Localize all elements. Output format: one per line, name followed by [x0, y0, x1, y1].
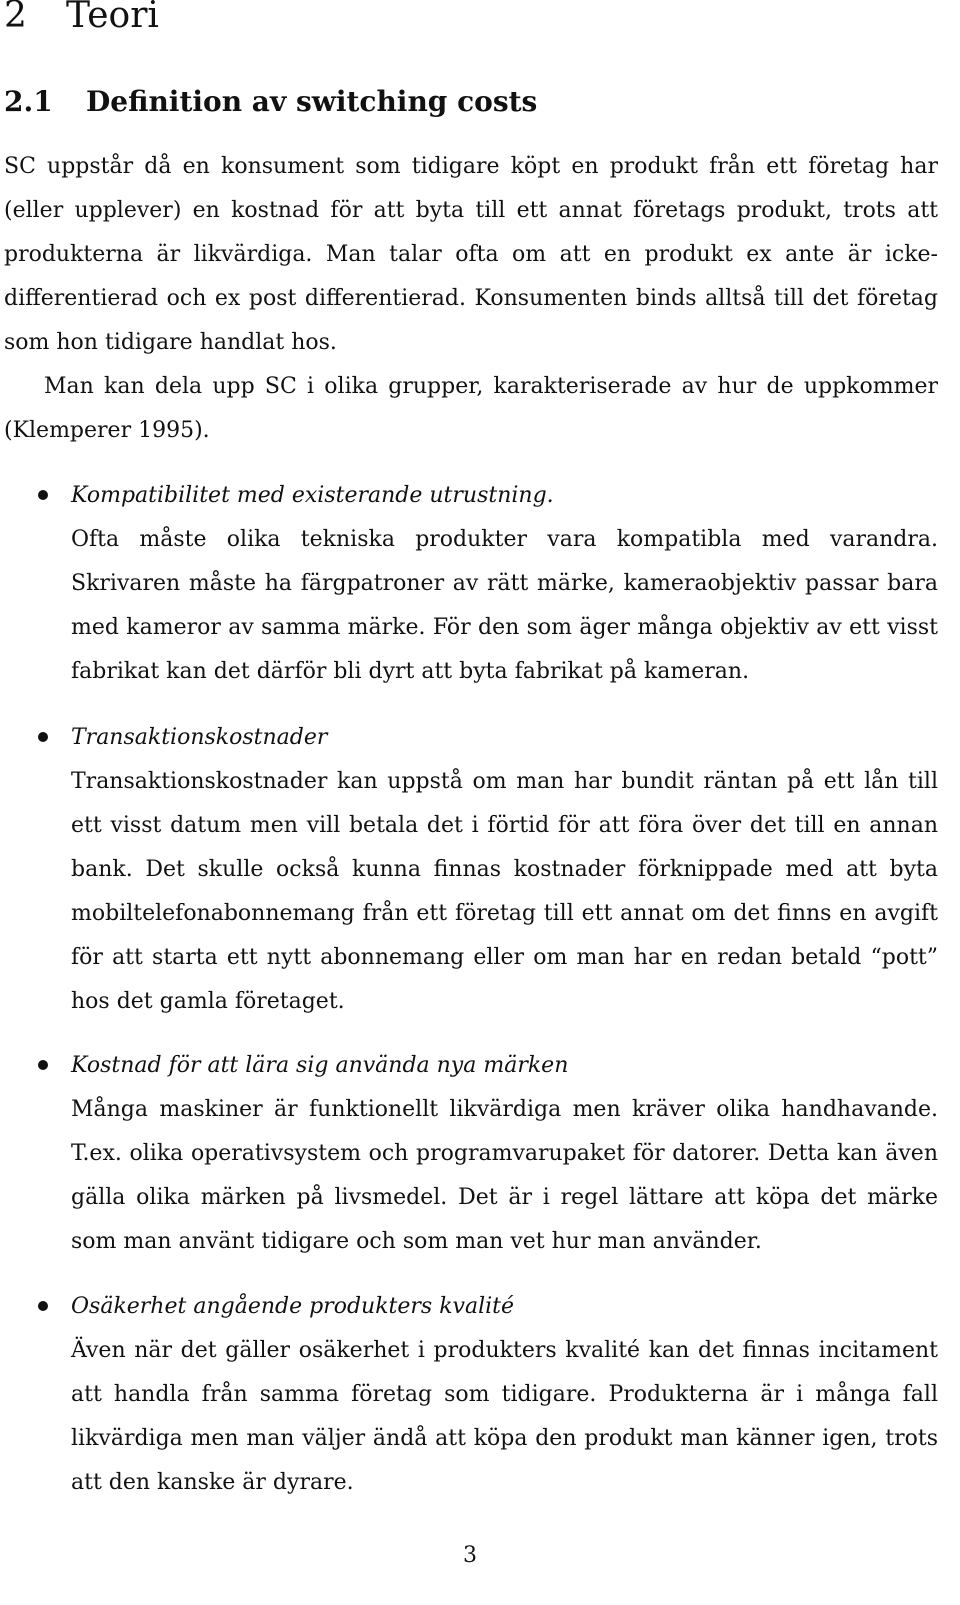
list-item-body: Även när det gäller osäkerhet i produkters kvalité kan det finnas incitament att handla från samma företag som tidigare. Produkterna är i många fall likvärdiga men man väljer ändå att köpa den produkt man känner igen, trots att den kanske är dyrare.	[71, 1338, 938, 1495]
bullet-icon	[38, 1301, 48, 1311]
list-item-body: Många maskiner är funktionellt likvärdiga men kräver olika handhavande. T.ex. olika operativsystem och programvarupaket för datorer. Detta kan även gälla olika märken på livsmedel. Det är i regel lättare att köpa det märke som man använt tidigare och som man vet hur man använder.	[71, 1097, 938, 1254]
list-item-title: Osäkerhet angående produkters kvalité	[71, 1294, 514, 1319]
chapter-heading	[4, 0, 159, 38]
grouping-paragraph: Man kan dela upp SC i olika grupper, karakteriserade av hur de uppkommer (Klemperer 1995).	[4, 374, 938, 443]
list-item-title: Kompatibilitet med existerande utrustning.	[71, 483, 554, 508]
intro-paragraph: SC uppstår då en konsument som tidigare köpt en produkt från ett företag har (eller upplever) en kostnad för att byta till ett annat företags produkt, trots att produkterna är likvärdiga. Man talar ofta om att en produkt ex ante är icke-differentierad och ex post differentierad. Konsumenten binds alltså till det företag som hon tidigare handlat hos.	[4, 154, 938, 355]
list-item-body: Transaktionskostnader kan uppstå om man har bundit räntan på ett lån till ett visst datum men vill betala det i förtid för att föra över det till en annan bank. Det skulle också kunna finnas kostnader förknippade med att byta mobiltelefonabonnemang från ett företag till ett annat om det finns en avgift för att starta ett nytt abonnemang eller om man har en redan betald “pott” hos det gamla företaget.	[71, 769, 938, 1014]
page-number: 3	[463, 1543, 477, 1568]
chapter-title: Teori	[66, 0, 159, 36]
bullet-icon	[38, 490, 48, 500]
list-item-title: Kostnad för att lära sig använda nya märken	[71, 1053, 569, 1078]
list-item-body: Ofta måste olika tekniska produkter vara kompatibla med varandra. Skrivaren måste ha färgpatroner av rätt märke, kameraobjektiv passar bara med kameror av samma märke. För den som äger många objektiv av ett visst fabrikat kan det därför bli dyrt att byta fabrikat på kameran.	[71, 527, 938, 684]
list-item-title: Transaktionskostnader	[71, 725, 328, 750]
section-number: 2.1	[4, 85, 53, 118]
section-title: Definition av switching costs	[86, 85, 538, 118]
bullet-icon	[38, 732, 48, 742]
chapter-number: 2	[4, 0, 27, 36]
bullet-icon	[38, 1060, 48, 1070]
section-heading	[4, 82, 537, 122]
